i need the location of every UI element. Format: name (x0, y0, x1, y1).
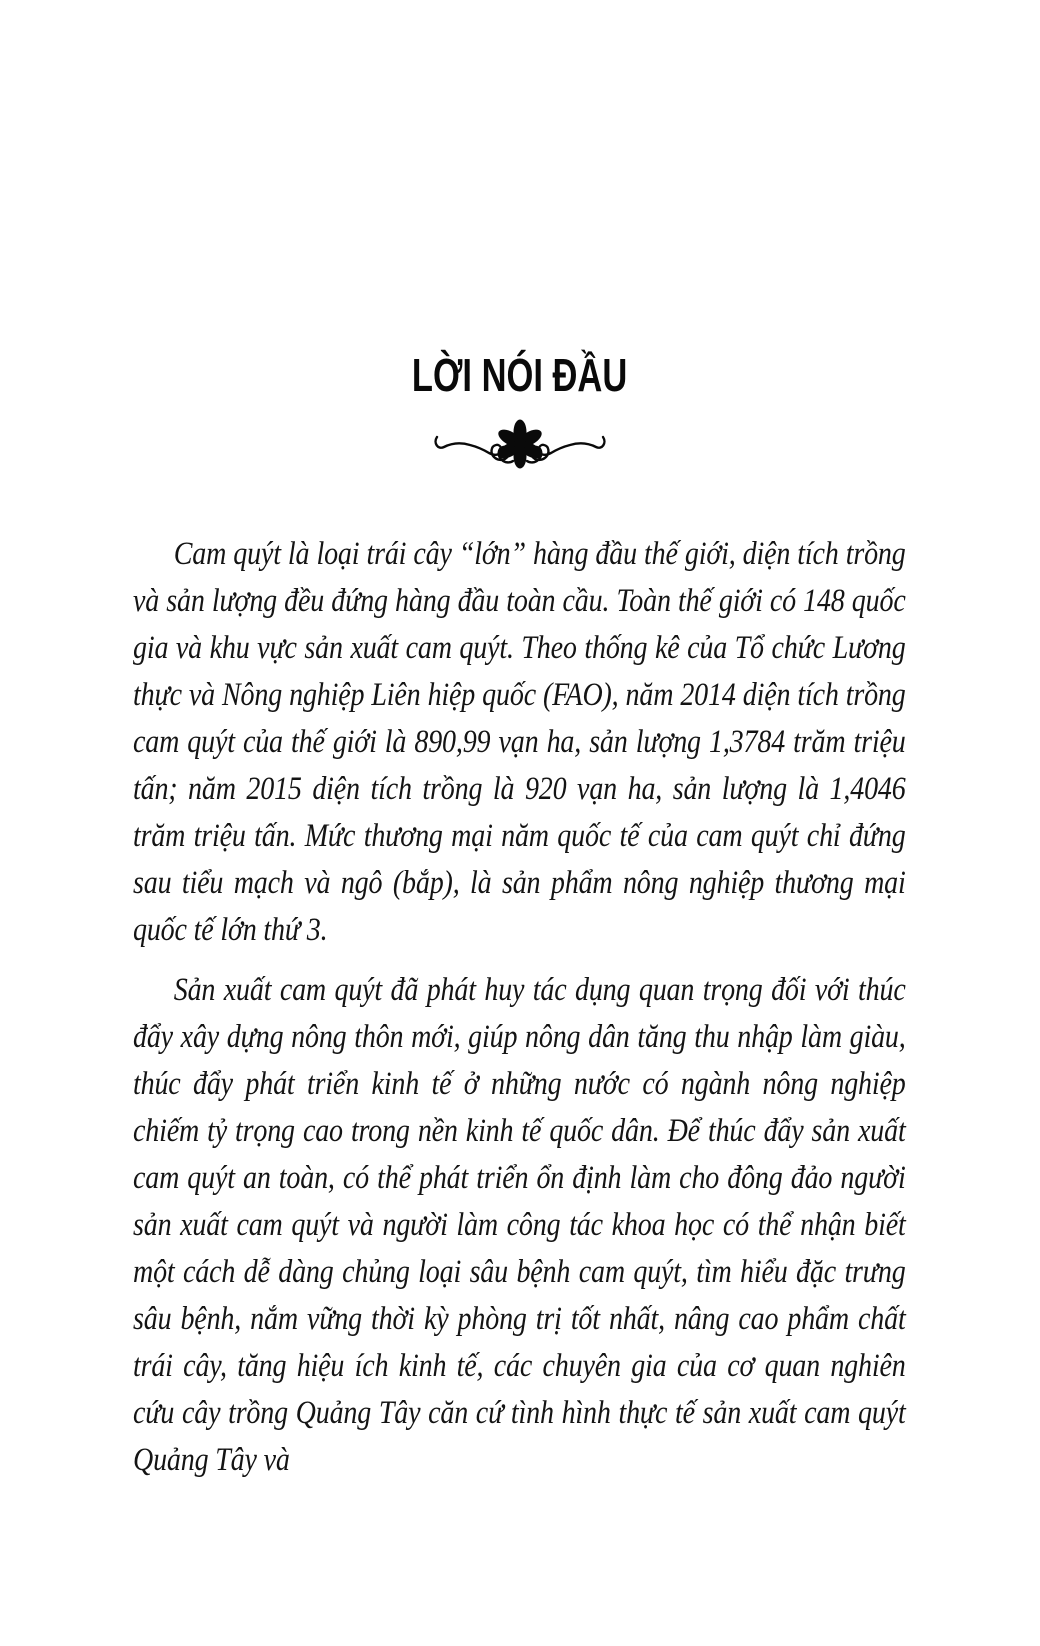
paragraph-2: Sản xuất cam quýt đã phát huy tác dụng quan trọng đối với thúc đẩy xây dựng nông thôn mới, giúp nông dân tăng thu nhập làm giàu, thúc đẩy phát triển kinh tế ở những nước có ngành nông nghiệp chiếm tỷ trọng cao trong nền kinh tế quốc dân. Để thúc đẩy sản xuất cam quýt an toàn, có thể phát triển ổn định làm cho đông đảo người sản xuất cam quýt và người làm công tác khoa học có thể nhận biết một cách dễ dàng chủng loại sâu bệnh cam quýt, tìm hiểu đặc trưng sâu bệnh, nắm vững thời kỳ phòng trị tốt nhất, nâng cao phẩm chất trái cây, tăng hiệu ích kinh tế, các chuyên gia của cơ quan nghiên cứu cây trồng Quảng Tây căn cứ tình hình thực tế sản xuất cam quýt Quảng Tây và (133, 972, 906, 1478)
flourish-divider (0, 416, 1040, 470)
page-title (0, 349, 1040, 401)
page-body (133, 531, 906, 1484)
paragraph-1: Cam quýt là loại trái cây “lớn” hàng đầu thế giới, diện tích trồng và sản lượng đều đứng hàng đầu toàn cầu. Toàn thế giới có 148 quốc gia và khu vực sản xuất cam quýt. Theo thống kê của Tổ chức Lương thực và Nông nghiệp Liên hiệp quốc (FAO), năm 2014 diện tích trồng cam quýt của thế giới là 890,99 vạn ha, sản lượng 1,3784 trăm triệu tấn; năm 2015 diện tích trồng là 920 vạn ha, sản lượng là 1,4046 trăm triệu tấn. Mức thương mại năm quốc tế của cam quýt chỉ đứng sau tiểu mạch và ngô (bắp), là sản phẩm nông nghiệp thương mại quốc tế lớn thứ 3. (133, 536, 906, 948)
page-title-text: LỜI NÓI ĐẦU (412, 349, 628, 401)
flourish-icon (432, 416, 608, 470)
